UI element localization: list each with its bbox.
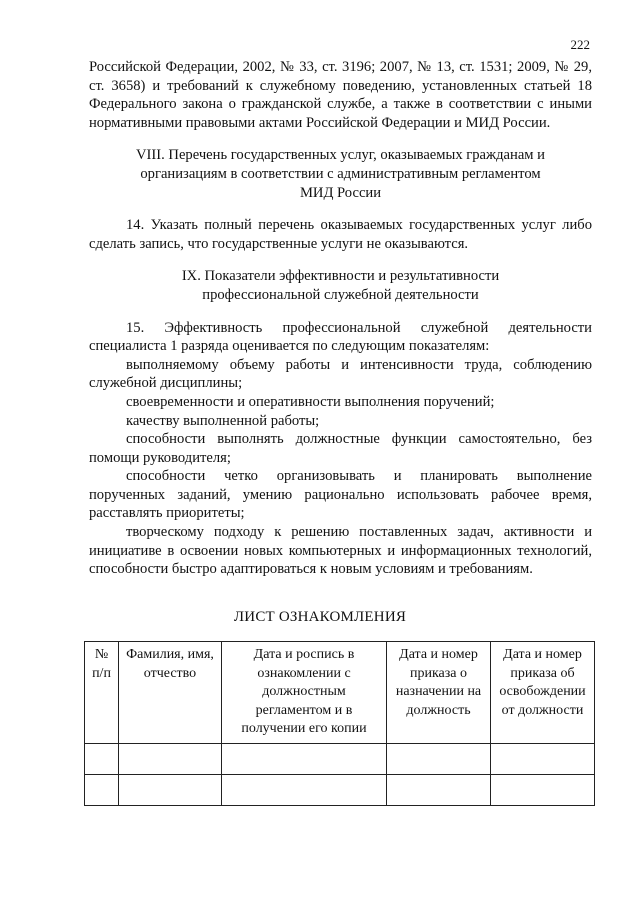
list-item: качеству выполненной работы;: [126, 412, 320, 429]
paragraph-15: 15. Эффективность профессиональной служебной деятельности специалиста 1 разряда оценивается по следующим показателям:: [89, 319, 592, 355]
list-item: своевременности и оперативности выполнения поручений;: [126, 393, 495, 410]
table-cell[interactable]: [491, 774, 595, 805]
list-item: выполняемому объему работы и интенсивности труда, соблюдению служебной дисциплины;: [89, 356, 592, 392]
column-header-number: № п/п: [85, 642, 119, 744]
list-item: способности четко организовывать и планировать выполнение порученных заданий, умению рационально использовать рабочее время, расставлять приоритеты;: [89, 468, 592, 522]
list-item: творческому подходу к решению поставленных задач, активности и инициативе в освоении новых компьютерных и информационных технологий, способности быстро адаптироваться к новым условиям и требованиям.: [89, 524, 592, 578]
table-row: [85, 774, 595, 805]
table-cell[interactable]: [387, 743, 491, 774]
table-cell[interactable]: [119, 743, 222, 774]
acquaintance-table: [84, 641, 595, 806]
section-heading-9: IX. Показатели эффективности и результативности профессиональной служебной деятельности: [181, 268, 500, 303]
table-row: [85, 743, 595, 774]
table-cell[interactable]: [222, 743, 387, 774]
document-body: [89, 58, 592, 579]
list-item: способности выполнять должностные функции самостоятельно, без помощи руководителя;: [89, 431, 592, 466]
table-cell[interactable]: [85, 774, 119, 805]
section-heading-8: VIII. Перечень государственных услуг, оказываемых гражданам и организациям в соответствии с административным регламентом МИД России: [136, 147, 545, 201]
table-cell[interactable]: [491, 743, 595, 774]
page-number: 222: [570, 37, 590, 52]
column-header-appointment-order: Дата и номер приказа о назначении на должность: [387, 642, 491, 744]
column-header-dismissal-order: Дата и номер приказа об освобождении от должности: [491, 642, 595, 744]
table-cell[interactable]: [387, 774, 491, 805]
acquaintance-sheet-title: ЛИСТ ОЗНАКОМЛЕНИЯ: [233, 609, 407, 625]
table-cell[interactable]: [222, 774, 387, 805]
paragraph-14: 14. Указать полный перечень оказываемых государственных услуг либо сделать запись, что государственные услуги не оказываются.: [89, 217, 592, 252]
paragraph-intro: Российской Федерации, 2002, № 33, ст. 3196; 2007, № 13, ст. 1531; 2009, № 29, ст. 3658) и требований к служебному поведению, установленных статьей 18 Федерального закона о гражданской службе, а также в соответствии с иными нормативными правовыми актами Российской Федерации и МИД России.: [89, 59, 592, 131]
column-header-full-name: Фамилия, имя, отчество: [119, 642, 222, 744]
table-cell[interactable]: [85, 743, 119, 774]
column-header-signature-date: Дата и роспись в ознакомлении с должностным регламентом и в получении его копии: [222, 642, 387, 744]
table-header-row: [85, 642, 595, 744]
table-cell[interactable]: [119, 774, 222, 805]
